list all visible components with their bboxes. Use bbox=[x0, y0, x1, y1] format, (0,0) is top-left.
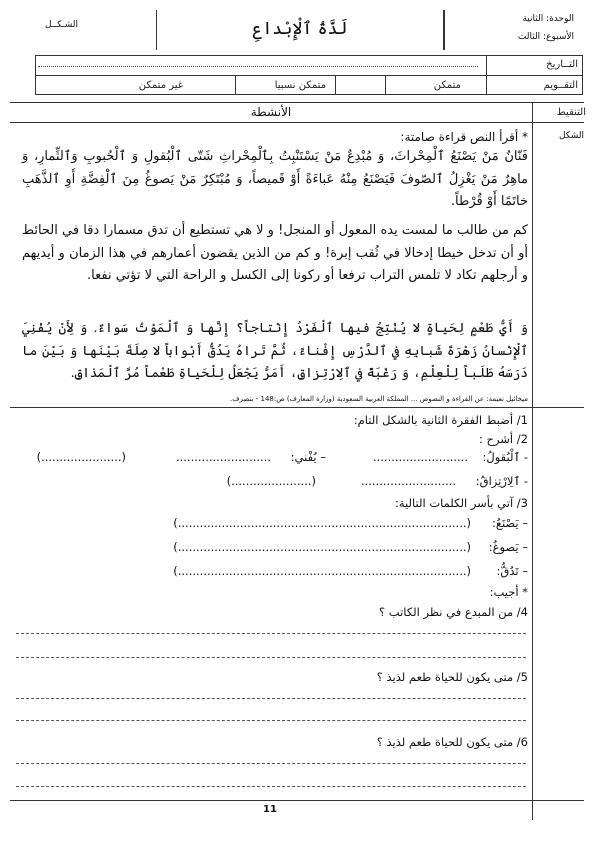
eval-divider-2 bbox=[235, 75, 236, 95]
question-5: 5/ متى يكون للحياة طعم لذيذ ؟ bbox=[376, 670, 528, 684]
body-subheader-line bbox=[10, 122, 584, 123]
q2-blank-2[interactable]: .......................... bbox=[175, 450, 271, 464]
q2-blank-1[interactable]: .......................... bbox=[372, 450, 468, 464]
question-4: 4/ من المبدع في نظر الكاتب ؟ bbox=[379, 605, 528, 619]
q3-fill-3[interactable]: (...............................................................................) bbox=[173, 564, 471, 578]
paragraph-3: وَ أَيُّ طَعْمٍ لِحَياةٍ لا يُنْتِجُ فيها ٱلْفَرْدُ إِنْتاجاً؟ إِنَّها وَ ٱلْمَوْتُ سَواءٌ. وَ لِأَنْ يُفْنِيَ ٱلْإِنْسانُ زَهْرَةَ شَبابِهِ في ٱلدَّرْسِ إِفْناءً، ثُمَّ تَراهُ يَدُقُّ أَبْواباً لا صِلَةَ بَيْنَها وَ بَيْنَ ما دَرَسَهُ طَلَباً لِلْعِلْمِ، وَ رَغْبَةً في ٱلِارْتِزاقِ، أَمَرُّ يَجْعَلُ لِلْحَياةِ طَعْماً مُرَّ ٱلْمَذاقِ. bbox=[22, 321, 528, 381]
shape-column-label: الشكل bbox=[558, 131, 584, 141]
q3-word-2: – يَصوغُ: bbox=[488, 540, 528, 554]
unit-label: الوحدة: الثانية bbox=[522, 14, 574, 24]
q2-word-1: - ٱلْبُقولُ: bbox=[482, 450, 528, 464]
q3-fill-1[interactable]: (...............................................................................) bbox=[173, 516, 471, 530]
question-1: 1/ أضبط الفقرة الثانية بالشكل التام: bbox=[353, 413, 528, 427]
eval-option-not-mastered[interactable]: غير متمكن bbox=[138, 80, 183, 91]
reading-instruction: * أقرأ النص قراءة صامتة: bbox=[400, 130, 528, 144]
table-divider-h bbox=[35, 75, 583, 76]
q5-answer-line-1[interactable] bbox=[16, 698, 526, 699]
question-3: 3/ آتي بأسر الكلمات التالية: bbox=[394, 496, 528, 510]
q6-answer-line-1[interactable] bbox=[16, 763, 526, 764]
activities-header: الأنشطة bbox=[250, 105, 292, 119]
body-top-line bbox=[10, 102, 584, 103]
q6-answer-line-2[interactable] bbox=[16, 786, 526, 787]
eval-option-mastered[interactable]: متمكن bbox=[433, 80, 461, 91]
q2-blank-3[interactable]: .......................... bbox=[360, 474, 456, 488]
q4-answer-line-1[interactable] bbox=[16, 633, 526, 634]
footer-line bbox=[10, 800, 584, 801]
page-title: لَذَّةُ ٱلْإِبْداعِ bbox=[252, 19, 348, 39]
q2-close-3[interactable]: (......................) bbox=[226, 474, 316, 488]
grading-column-line bbox=[532, 102, 533, 820]
shape-header-label: الشـكــل bbox=[45, 20, 78, 30]
paragraph-2: كم من طالب ما لمست يده المعول أو المنجل! و لا هي تستطيع أن تدق مسمارا دقا في الحائط أو أن تدخل خيطا إدخالا في ثُقب إبرة! و كم من الذين يقضون أعمارهم في هذا الزمان و أيديهم و أرجلهم تكاد لا تلمس التراب ترفعا أو ركونا إلى الكسل و الراحة التي لا تؤتي نفعا. bbox=[22, 223, 528, 283]
q3-word-3: – تَدُقُّ: bbox=[496, 564, 528, 578]
eval-label: التقــويم bbox=[543, 80, 578, 91]
question-6: 6/ متى يكون للحياة طعم لذيذ ؟ bbox=[376, 735, 528, 749]
date-label: التــاريخ bbox=[546, 59, 578, 70]
grading-column-header: التنقيط bbox=[556, 107, 586, 118]
answer-instruction: * أجيب: bbox=[489, 585, 528, 599]
question-2: 2/ أشرح : bbox=[479, 432, 528, 446]
q2-word-2: – يُفْني: bbox=[290, 450, 326, 464]
questions-separator bbox=[10, 407, 584, 408]
q5-answer-line-2[interactable] bbox=[16, 720, 526, 721]
q2-close-2[interactable]: (......................) bbox=[36, 450, 126, 464]
source-citation: ميخائيل نعيمة: عن القراءة و النصوص ... المملكة العربية السعودية (وزارة المعارف) ص:148 - بتصرف. bbox=[230, 395, 528, 403]
eval-divider-3 bbox=[335, 75, 336, 95]
q2-word-3: - ٱلِارْتِزاقُ: bbox=[475, 474, 528, 488]
page-number: 11 bbox=[263, 804, 277, 815]
q3-word-1: – يَصْنَعُ: bbox=[491, 516, 528, 530]
date-field[interactable] bbox=[38, 66, 478, 67]
table-divider-v bbox=[486, 55, 487, 95]
eval-option-partial[interactable]: متمكن نسبيا bbox=[274, 80, 326, 91]
paragraph-1: فَنّانٌ مَنْ يَصْنَعُ ٱلْمِحْراثَ، وَ مُبْدِعٌ مَنْ يَسْتَنْبِتُ بِٱلْمِحْراثِ شَتّى ٱلْبُقولِ وَ ٱلْحُبوبِ وَٱلثِّمارِ، وَ ماهِرٌ مَنْ يَغْزِلُ ٱلصّوفَ فَيَصْنَعُ مِنْهُ عَباءَةً أَوْ قَميصاً، وَ مُبْتَكِرٌ مَنْ يَصوغُ مِنَ ٱلْفِضَّةِ أَوِ ٱلذَّهَبِ خاتَمًا أَوْ قُرْطاً. bbox=[22, 149, 528, 209]
q3-fill-2[interactable]: (...............................................................................) bbox=[173, 540, 471, 554]
q4-answer-line-2[interactable] bbox=[16, 657, 526, 658]
eval-divider-1 bbox=[385, 75, 386, 95]
week-label: الأسبوع: الثالث bbox=[517, 32, 574, 42]
